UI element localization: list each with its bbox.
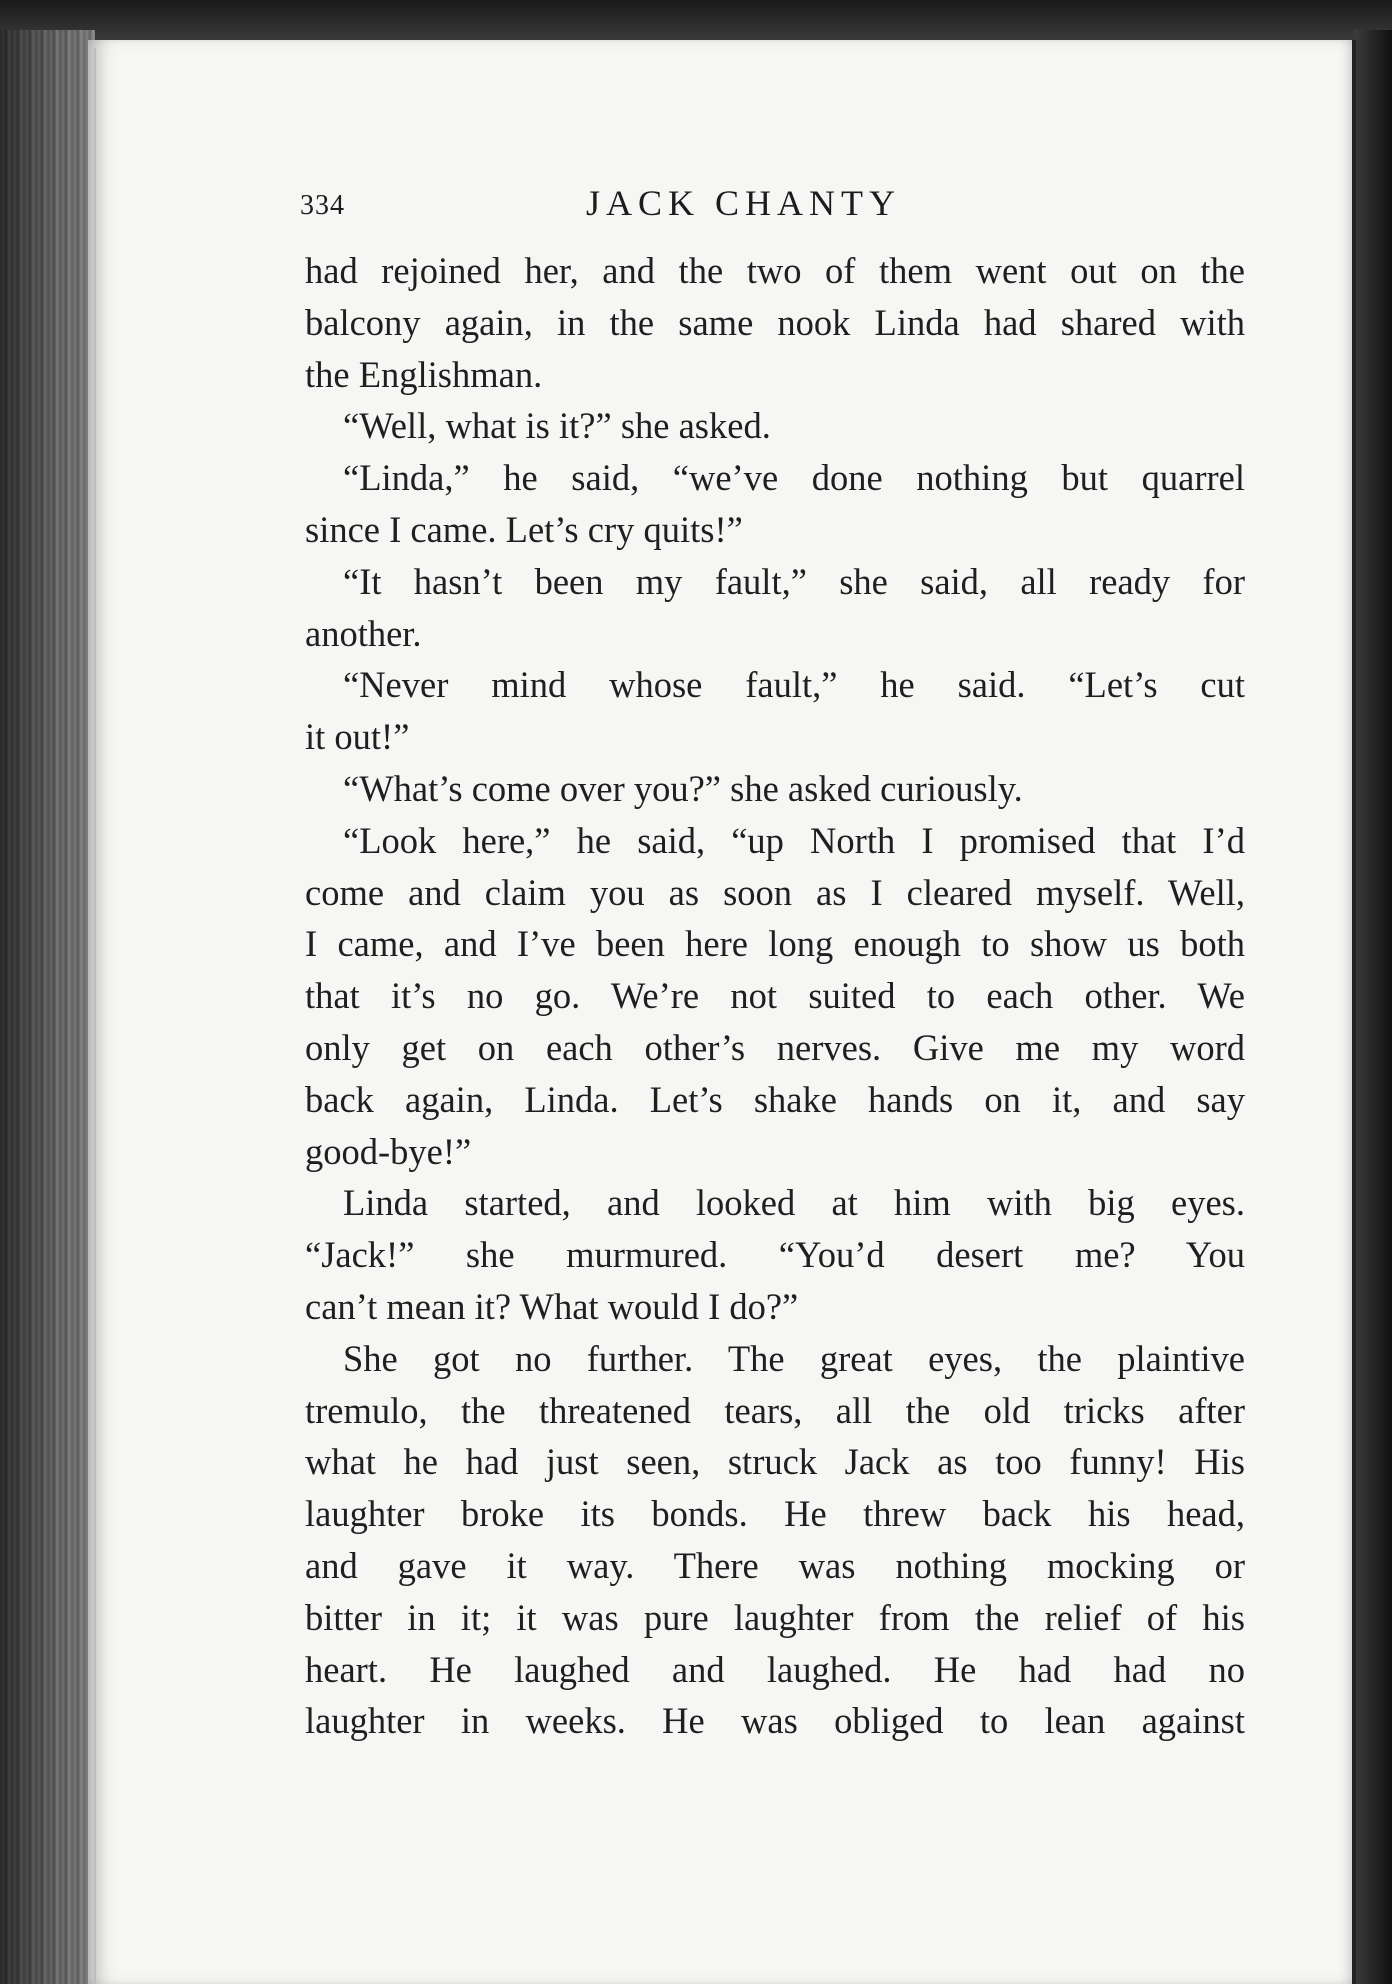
body-text: [305, 245, 1245, 1747]
text-line: had rejoined her, and the two of them went out on the: [305, 250, 1245, 291]
text-line: “Jack!” she murmured. “You’d desert me? You: [305, 1234, 1245, 1276]
text-line: “Well, what is it?” she asked.: [343, 405, 771, 447]
text-line: what he had just seen, struck Jack as too funny! His: [305, 1441, 1245, 1483]
text-line: Linda started, and looked at him with big eyes.: [343, 1182, 1245, 1224]
text-line: that it’s no go. We’re not suited to each other. We: [305, 975, 1245, 1017]
text-line: and gave it way. There was nothing mocking or: [305, 1544, 1245, 1586]
text-line: another.: [305, 612, 422, 654]
text-line: “What’s come over you?” she asked curiously.: [343, 767, 1023, 809]
text-line: laughter in weeks. He was obliged to lean against: [305, 1700, 1245, 1742]
text-line: back again, Linda. Let’s shake hands on it, and say: [305, 1078, 1245, 1120]
text-line: I came, and I’ve been here long enough to show us both: [305, 923, 1245, 965]
running-head: [300, 180, 960, 230]
text-line: since I came. Let’s cry quits!”: [305, 508, 743, 550]
text-line: bitter in it; it was pure laughter from the relief of his: [305, 1596, 1245, 1638]
scan-top-border: [0, 0, 1392, 40]
text-line: laughter broke its bonds. He threw back his head,: [305, 1493, 1245, 1535]
text-line: good-bye!”: [305, 1130, 472, 1172]
running-title: JACK CHANTY: [586, 183, 902, 223]
page-gutter-line: [94, 48, 96, 1984]
page-number: 334: [300, 190, 345, 221]
text-line: “Never mind whose fault,” he said. “Let’s cut: [343, 664, 1245, 706]
text-line: tremulo, the threatened tears, all the old tricks after: [305, 1389, 1245, 1431]
text-line: it out!”: [305, 716, 410, 758]
text-line: heart. He laughed and laughed. He had had no: [305, 1648, 1245, 1690]
text-line: “It hasn’t been my fault,” she said, all ready for: [343, 560, 1245, 602]
text-line: balcony again, in the same nook Linda had shared with: [305, 301, 1245, 343]
scan-right-border: [1354, 30, 1392, 1984]
text-line: can’t mean it? What would I do?”: [305, 1285, 799, 1327]
page-right-border-line: [1352, 40, 1356, 1984]
text-line: “Linda,” he said, “we’ve done nothing but quarrel: [343, 457, 1245, 499]
book-page-edges-shadow: [0, 30, 95, 1984]
text-line: the Englishman.: [305, 353, 543, 395]
text-line: “Look here,” he said, “up North I promised that I’d: [343, 819, 1245, 861]
text-line: come and claim you as soon as I cleared myself. Well,: [305, 871, 1245, 913]
text-line: She got no further. The great eyes, the plaintive: [343, 1337, 1245, 1379]
text-line: only get on each other’s nerves. Give me my word: [305, 1026, 1245, 1068]
